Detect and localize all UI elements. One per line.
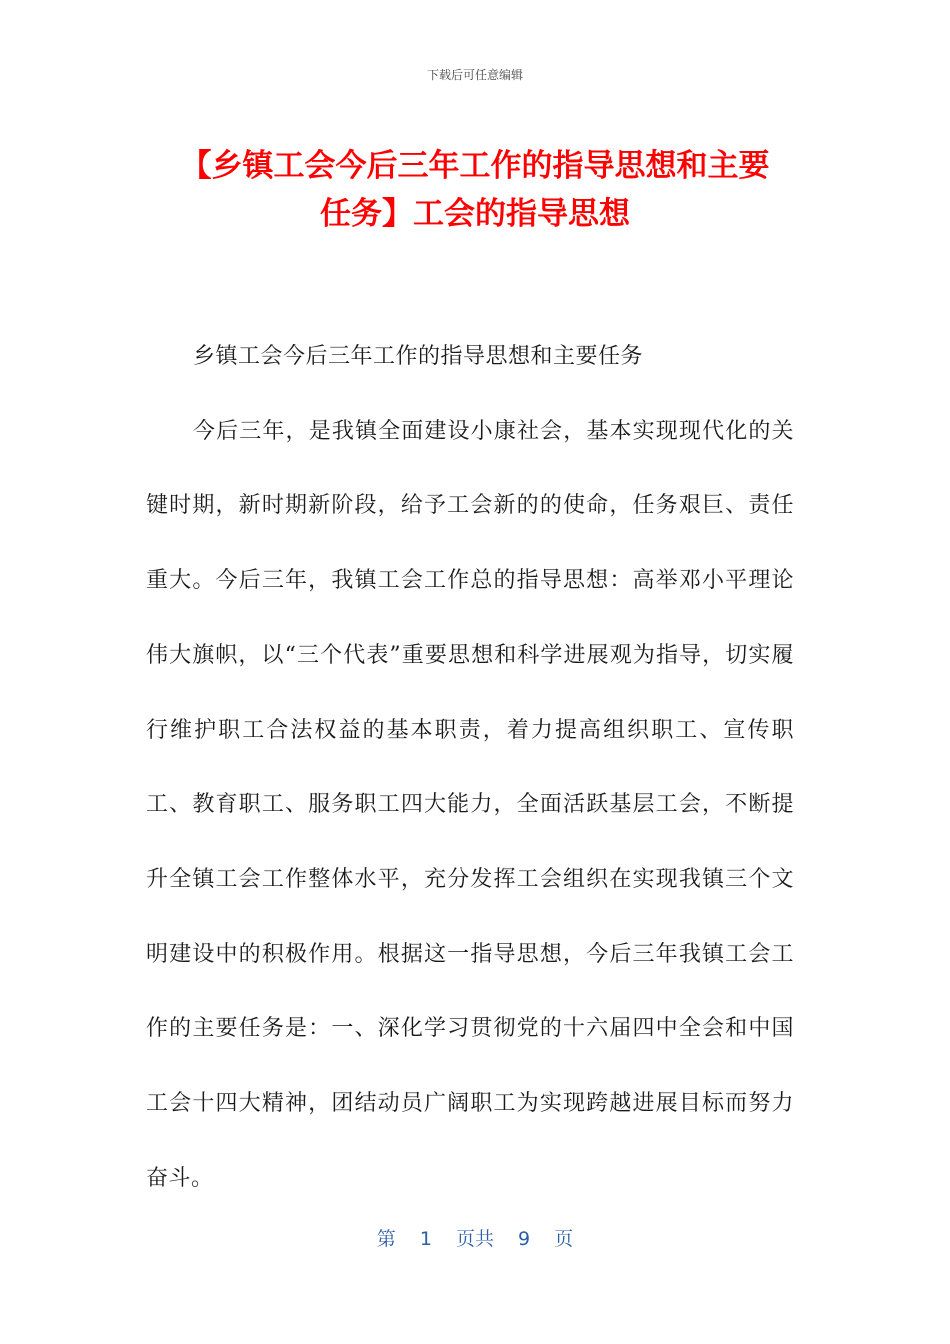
document-title-line-2: 任务】工会的指导思想	[320, 196, 630, 232]
document-title-line-1: 【乡镇工会今后三年工作的指导思想和主要	[180, 148, 770, 184]
page-label-middle: 页共	[455, 1228, 494, 1250]
page-label-suffix: 页	[554, 1228, 574, 1250]
total-pages-number: 9	[518, 1228, 531, 1250]
paragraph-main: 今后三年，是我镇全面建设小康社会，基本实现现代化的关键时期，新时期新阶段，给予工会新的的使命，任务艰巨、责任重大。今后三年，我镇工会工作总的指导思想：高举邓小平理论伟大旗帜，以“三个代表”重要思想和科学进展观为指导，切实履行维护职工合法权益的基本职责，着力提高组织职工、宣传职工、教育职工、服务职工四大能力，全面活跃基层工会，不断提升全镇工会工作整体水平，充分发挥工会组织在实现我镇三个文明建设中的积极作用。根据这一指导思想，今后三年我镇工会工作的主要任务是：一、深化学习贯彻党的十六届四中全会和中国工会十四大精神，团结动员广阔职工为实现跨越进展目标而努力奋斗。	[146, 418, 794, 1191]
document-body	[146, 320, 794, 1216]
page-label-prefix: 第	[376, 1228, 396, 1250]
page-footer	[0, 1224, 950, 1251]
current-page-number: 1	[419, 1228, 432, 1250]
header-note: 下载后可任意编辑	[426, 68, 523, 82]
document-title	[100, 142, 850, 238]
paragraph-subtitle: 乡镇工会今后三年工作的指导思想和主要任务	[193, 344, 644, 369]
